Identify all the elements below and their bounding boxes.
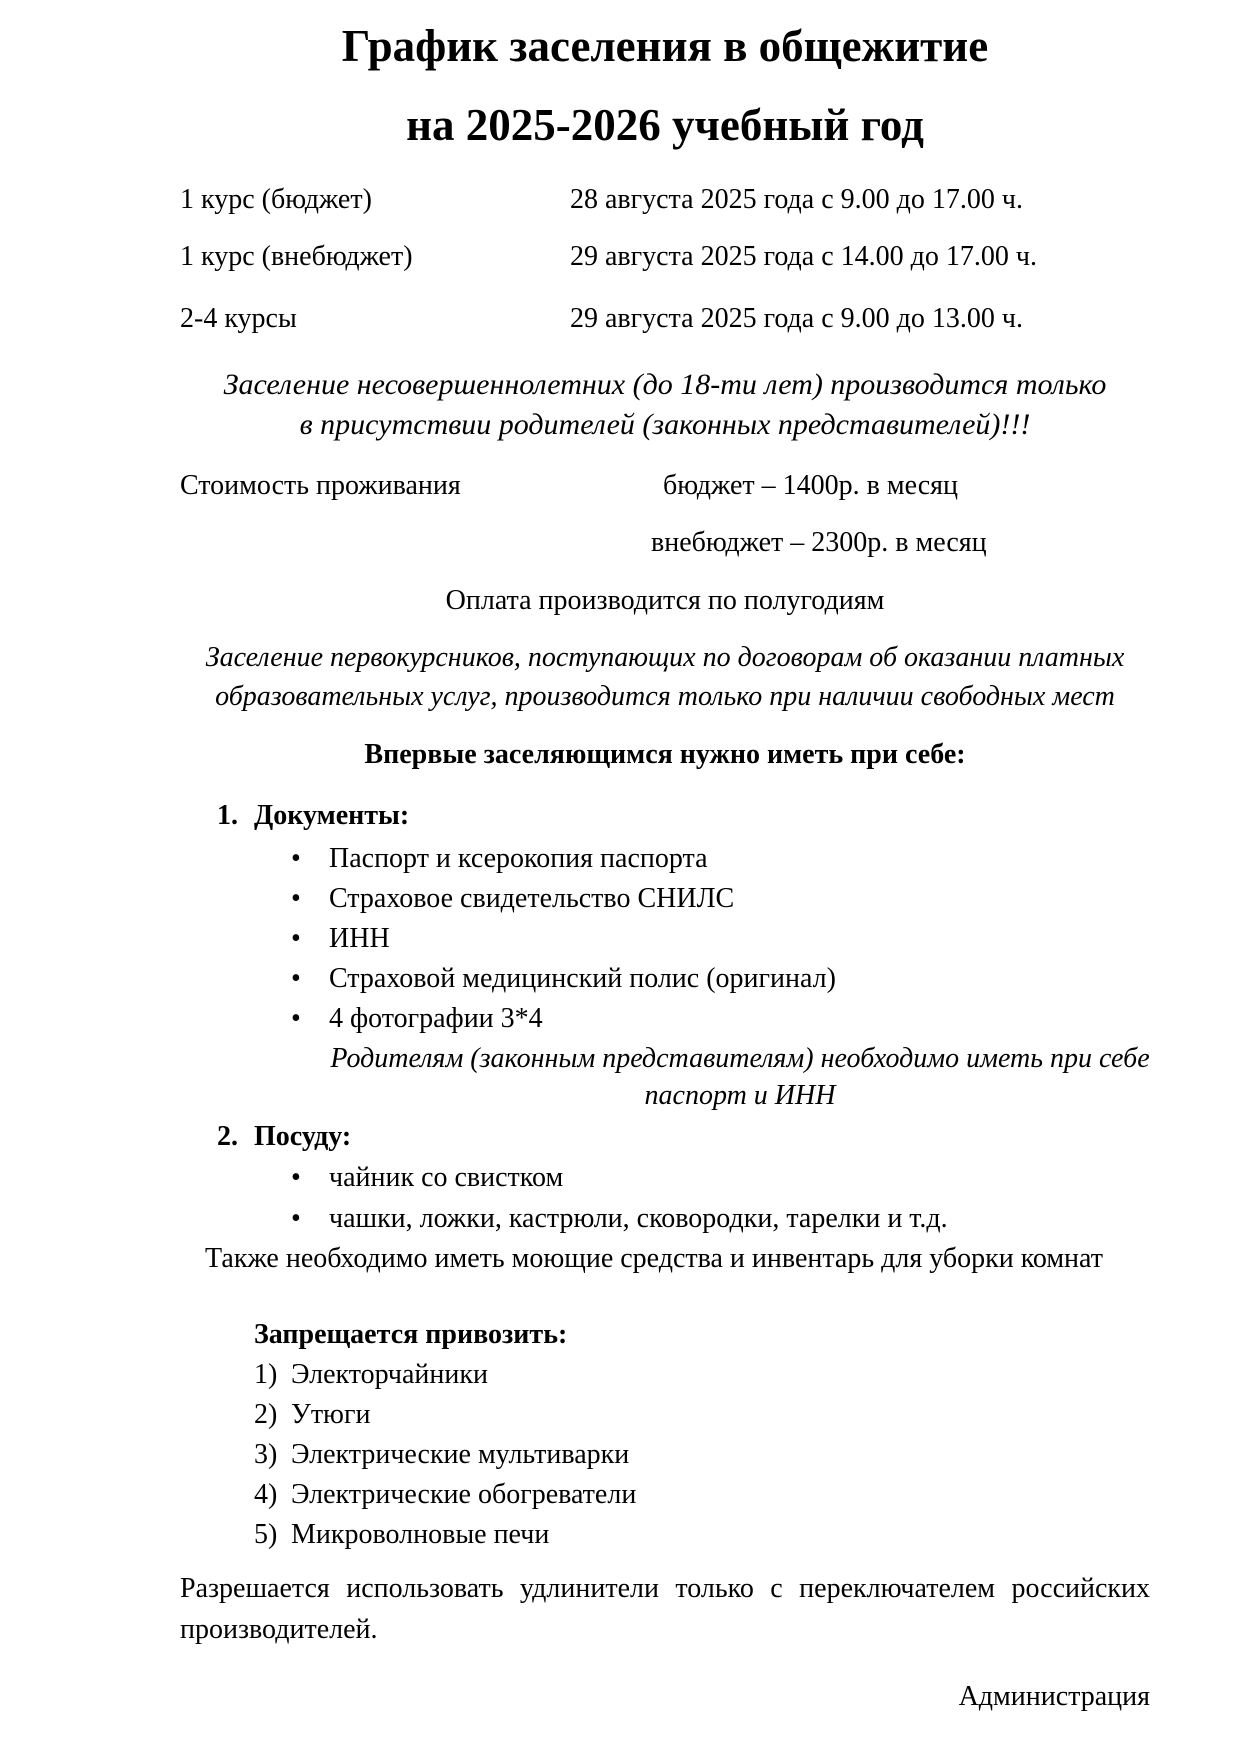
document-item: • 4 фотографии 3*4 <box>180 999 1150 1039</box>
forbidden-item-label: Микроволновые печи <box>291 1519 550 1550</box>
documents-heading <box>180 796 1150 836</box>
documents-heading-number: 1. <box>217 800 238 831</box>
cleaning-note: Также необходимо иметь моющие средства и инвентарь для уборки комнат <box>205 1243 1103 1274</box>
parents-notice: Родителям (законным представителям) необходимо иметь при себе паспорт и ИНН <box>330 1043 1150 1111</box>
forbidden-item-number: 2) <box>254 1399 278 1430</box>
forbidden-item-number: 5) <box>254 1519 278 1550</box>
document-item: • Страховой медицинский полис (оригинал) <box>180 959 1150 999</box>
schedule-course: 2-4 курсы <box>180 303 297 334</box>
document-item: • Страховое свидетельство СНИЛС <box>180 879 1150 919</box>
cost-label: Стоимость проживания <box>180 470 461 501</box>
bring-heading: Впервые заселяющимся нужно иметь при себе: <box>364 739 966 770</box>
forbidden-item-number: 3) <box>254 1439 278 1470</box>
document-title-line1: График заселения в общежитие <box>341 21 989 71</box>
dishes-heading <box>180 1117 1150 1157</box>
extension-note: Разрешается использовать удлинители только с переключателем российских производителей. <box>180 1573 1150 1645</box>
forbidden-heading: Запрещается привозить: <box>254 1319 568 1350</box>
cost-budget-value: бюджет – 1400р. в месяц <box>663 470 958 501</box>
schedule-row <box>180 237 1150 277</box>
schedule-course: 1 курс (внебюджет) <box>180 241 413 272</box>
payment-note: Оплата производится по полугодиям <box>445 585 885 616</box>
schedule-course: 1 курс (бюджет) <box>180 184 372 215</box>
documents-list <box>180 839 1150 1039</box>
forbidden-item-label: Электрические мультиварки <box>291 1439 630 1470</box>
forbidden-item <box>180 1435 1150 1475</box>
schedule-datetime: 29 августа 2025 года с 9.00 до 13.00 ч. <box>570 303 1023 334</box>
schedule-row <box>180 299 1150 339</box>
dish-item: • чайник со свистком <box>180 1157 1150 1198</box>
documents-heading-label: Документы: <box>254 800 410 831</box>
forbidden-item-label: Электорчайники <box>291 1359 488 1390</box>
forbidden-list <box>180 1355 1150 1555</box>
document-title-line2: на 2025-2026 учебный год <box>406 100 924 150</box>
forbidden-item-number: 1) <box>254 1359 278 1390</box>
minors-notice: Заселение несовершеннолетних (до 18-ти лет) производится только в присутствии родителей (законных представителей)!!! <box>223 368 1107 441</box>
cost-row <box>180 466 1150 506</box>
schedule-row <box>180 180 1150 220</box>
dishes-heading-number: 2. <box>217 1121 238 1152</box>
schedule-datetime: 28 августа 2025 года с 9.00 до 17.00 ч. <box>570 184 1023 215</box>
forbidden-item <box>180 1395 1150 1435</box>
forbidden-item-number: 4) <box>254 1479 278 1510</box>
dishes-heading-label: Посуду: <box>254 1121 352 1152</box>
signature: Администрация <box>958 1681 1150 1712</box>
document-item: • Паспорт и ксерокопия паспорта <box>180 839 1150 879</box>
forbidden-item-label: Утюги <box>291 1399 371 1430</box>
forbidden-item <box>180 1475 1150 1515</box>
dishes-list <box>180 1157 1150 1239</box>
cost-extrabudget-value: внебюджет – 2300р. в месяц <box>651 527 987 558</box>
document-item: • ИНН <box>180 919 1150 959</box>
contract-notice: Заселение первокурсников, поступающих по договорам об оказании платных образовательных услуг, производится только при наличии свободных мест <box>205 642 1125 712</box>
forbidden-item <box>180 1355 1150 1395</box>
schedule-datetime: 29 августа 2025 года с 14.00 до 17.00 ч. <box>570 241 1037 272</box>
forbidden-item <box>180 1515 1150 1555</box>
dish-item: • чашки, ложки, кастрюли, сковородки, тарелки и т.д. <box>180 1198 1150 1239</box>
forbidden-item-label: Электрические обогреватели <box>291 1479 637 1510</box>
